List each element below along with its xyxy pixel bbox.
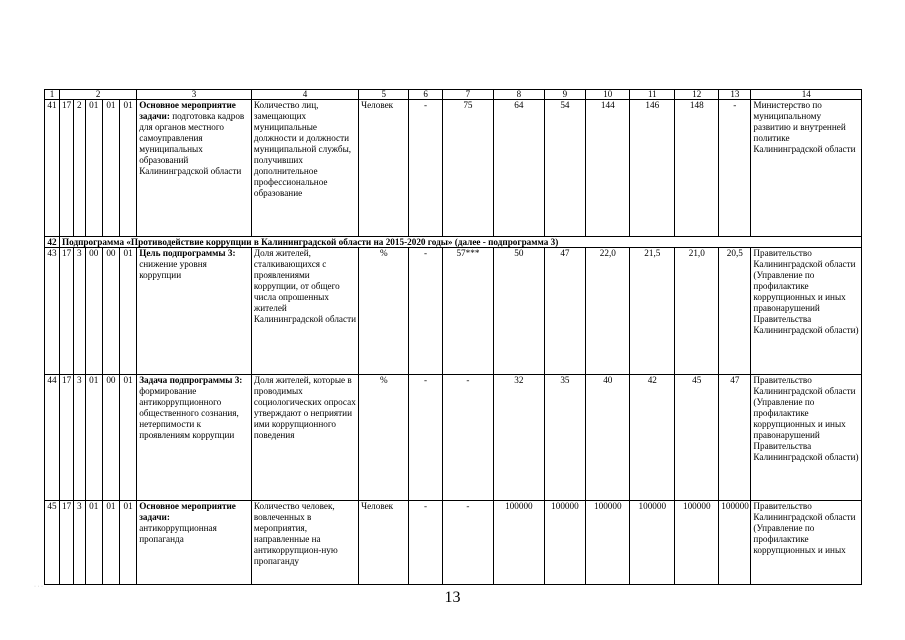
row-number: 42 (45, 237, 60, 248)
row-number: 45 (45, 501, 60, 585)
unit-cell: Человек (359, 501, 409, 585)
header-cell: 3 (137, 90, 252, 100)
value-cell: 47 (719, 375, 751, 501)
activity-title: Цель подпрограммы 3: (139, 248, 236, 258)
code-cell: 01 (102, 501, 119, 585)
indicator-cell: Количество человек, вовлеченных в мероприятия, направленные на антикоррупцион-ную пропаганду (251, 501, 358, 585)
scan-mark: · · · (34, 584, 43, 590)
code-cell: 17 (60, 248, 74, 375)
activity-cell (137, 501, 252, 585)
unit-cell: Человек (359, 100, 409, 237)
header-cell: 7 (442, 90, 493, 100)
code-cell: 17 (60, 375, 74, 501)
value-cell: 21,0 (675, 248, 719, 375)
code-cell: 00 (102, 375, 119, 501)
indicators-table (44, 89, 862, 585)
code-cell: 00 (85, 248, 102, 375)
header-cell: 6 (409, 90, 442, 100)
value-cell: 57*** (442, 248, 493, 375)
code-cell: 3 (73, 501, 85, 585)
code-cell: 01 (119, 100, 136, 237)
activity-title: Задача подпрограммы 3: (139, 375, 243, 385)
code-cell: 3 (73, 375, 85, 501)
code-cell: 01 (85, 375, 102, 501)
activity-text: снижение уровня коррупции (139, 259, 207, 280)
code-cell: 01 (102, 100, 119, 237)
header-cell: 14 (751, 90, 862, 100)
activity-title: Основное мероприятие задачи: (139, 100, 236, 121)
subprogram-title: Подпрограмма «Противодействие коррупции в Калининградской области на 2015-2020 годы» (далее - подпрограмма 3) (60, 237, 862, 248)
header-cell: 1 (45, 90, 60, 100)
value-cell: - (409, 375, 442, 501)
value-cell: - (442, 375, 493, 501)
header-cell: 8 (494, 90, 544, 100)
value-cell: 100000 (586, 501, 630, 585)
value-cell: - (409, 100, 442, 237)
row-number: 41 (45, 100, 60, 237)
value-cell: - (442, 501, 493, 585)
value-cell: 100000 (544, 501, 586, 585)
value-cell: 100000 (630, 501, 675, 585)
activity-text: формирование антикоррупционного общественного сознания, нетерпимости к проявлениям коррупции (139, 386, 239, 440)
table-row (45, 375, 862, 501)
value-cell: 146 (630, 100, 675, 237)
value-cell: 54 (544, 100, 586, 237)
value-cell: 20,5 (719, 248, 751, 375)
activity-cell (137, 375, 252, 501)
value-cell: 32 (494, 375, 544, 501)
code-cell: 17 (60, 501, 74, 585)
table-row (45, 100, 862, 237)
table-row (45, 248, 862, 375)
indicator-cell: Доля жителей, сталкивающихся с проявлениями коррупции, от общего числа опрошенных жителей Калининградской области (251, 248, 358, 375)
header-cell: 12 (675, 90, 719, 100)
subprogram-row (45, 237, 862, 248)
header-cell: 2 (60, 90, 137, 100)
activity-text: подготовка кадров для органов местного самоуправления муниципальных образований Калининградской области (139, 111, 245, 176)
value-cell: 47 (544, 248, 586, 375)
value-cell: 148 (675, 100, 719, 237)
code-cell: 01 (119, 248, 136, 375)
value-cell: 144 (586, 100, 630, 237)
value-cell: - (409, 248, 442, 375)
responsible-cell: Правительство Калининградской области (Управление по профилактике коррупционных и иных (751, 501, 862, 585)
responsible-cell: Правительство Калининградской области (Управление по профилактике коррупционных и иных правонарушений Правительства Калининградской области) (751, 375, 862, 501)
value-cell: 42 (630, 375, 675, 501)
header-row (45, 90, 862, 100)
unit-cell: % (359, 375, 409, 501)
value-cell: 50 (494, 248, 544, 375)
row-number: 43 (45, 248, 60, 375)
header-cell: 11 (630, 90, 675, 100)
value-cell: 22,0 (586, 248, 630, 375)
activity-cell (137, 100, 252, 237)
header-cell: 10 (586, 90, 630, 100)
value-cell: - (719, 100, 751, 237)
activity-title: Основное мероприятие задачи: (139, 501, 236, 522)
value-cell: 100000 (675, 501, 719, 585)
activity-cell (137, 248, 252, 375)
activity-text: антикоррупционная пропаганда (139, 523, 217, 544)
value-cell: 45 (675, 375, 719, 501)
value-cell: 40 (586, 375, 630, 501)
responsible-cell: Правительство Калининградской области (Управление по профилактике коррупционных и иных правонарушений Правительства Калининградской области) (751, 248, 862, 375)
code-cell: 01 (119, 375, 136, 501)
value-cell: - (409, 501, 442, 585)
value-cell: 100000 (494, 501, 544, 585)
table-row (45, 501, 862, 585)
value-cell: 75 (442, 100, 493, 237)
code-cell: 17 (60, 100, 74, 237)
page-number: 13 (444, 589, 461, 606)
unit-cell: % (359, 248, 409, 375)
header-cell: 13 (719, 90, 751, 100)
indicator-cell: Доля жителей, которые в проводимых социологических опросах утверждают о неприятии ими коррупционного поведения (251, 375, 358, 501)
header-cell: 9 (544, 90, 586, 100)
value-cell: 100000 (719, 501, 751, 585)
code-cell: 00 (102, 248, 119, 375)
code-cell: 01 (85, 501, 102, 585)
header-cell: 4 (251, 90, 358, 100)
code-cell: 01 (119, 501, 136, 585)
header-cell: 5 (359, 90, 409, 100)
indicator-cell: Количество лиц, замещающих муниципальные должности и должности муниципальной службы, получивших дополнительное профессиональное образование (251, 100, 358, 237)
value-cell: 21,5 (630, 248, 675, 375)
code-cell: 2 (73, 100, 85, 237)
code-cell: 01 (85, 100, 102, 237)
value-cell: 35 (544, 375, 586, 501)
responsible-cell: Министерство по муниципальному развитию и внутренней политике Калининградской области (751, 100, 862, 237)
value-cell: 64 (494, 100, 544, 237)
row-number: 44 (45, 375, 60, 501)
code-cell: 3 (73, 248, 85, 375)
